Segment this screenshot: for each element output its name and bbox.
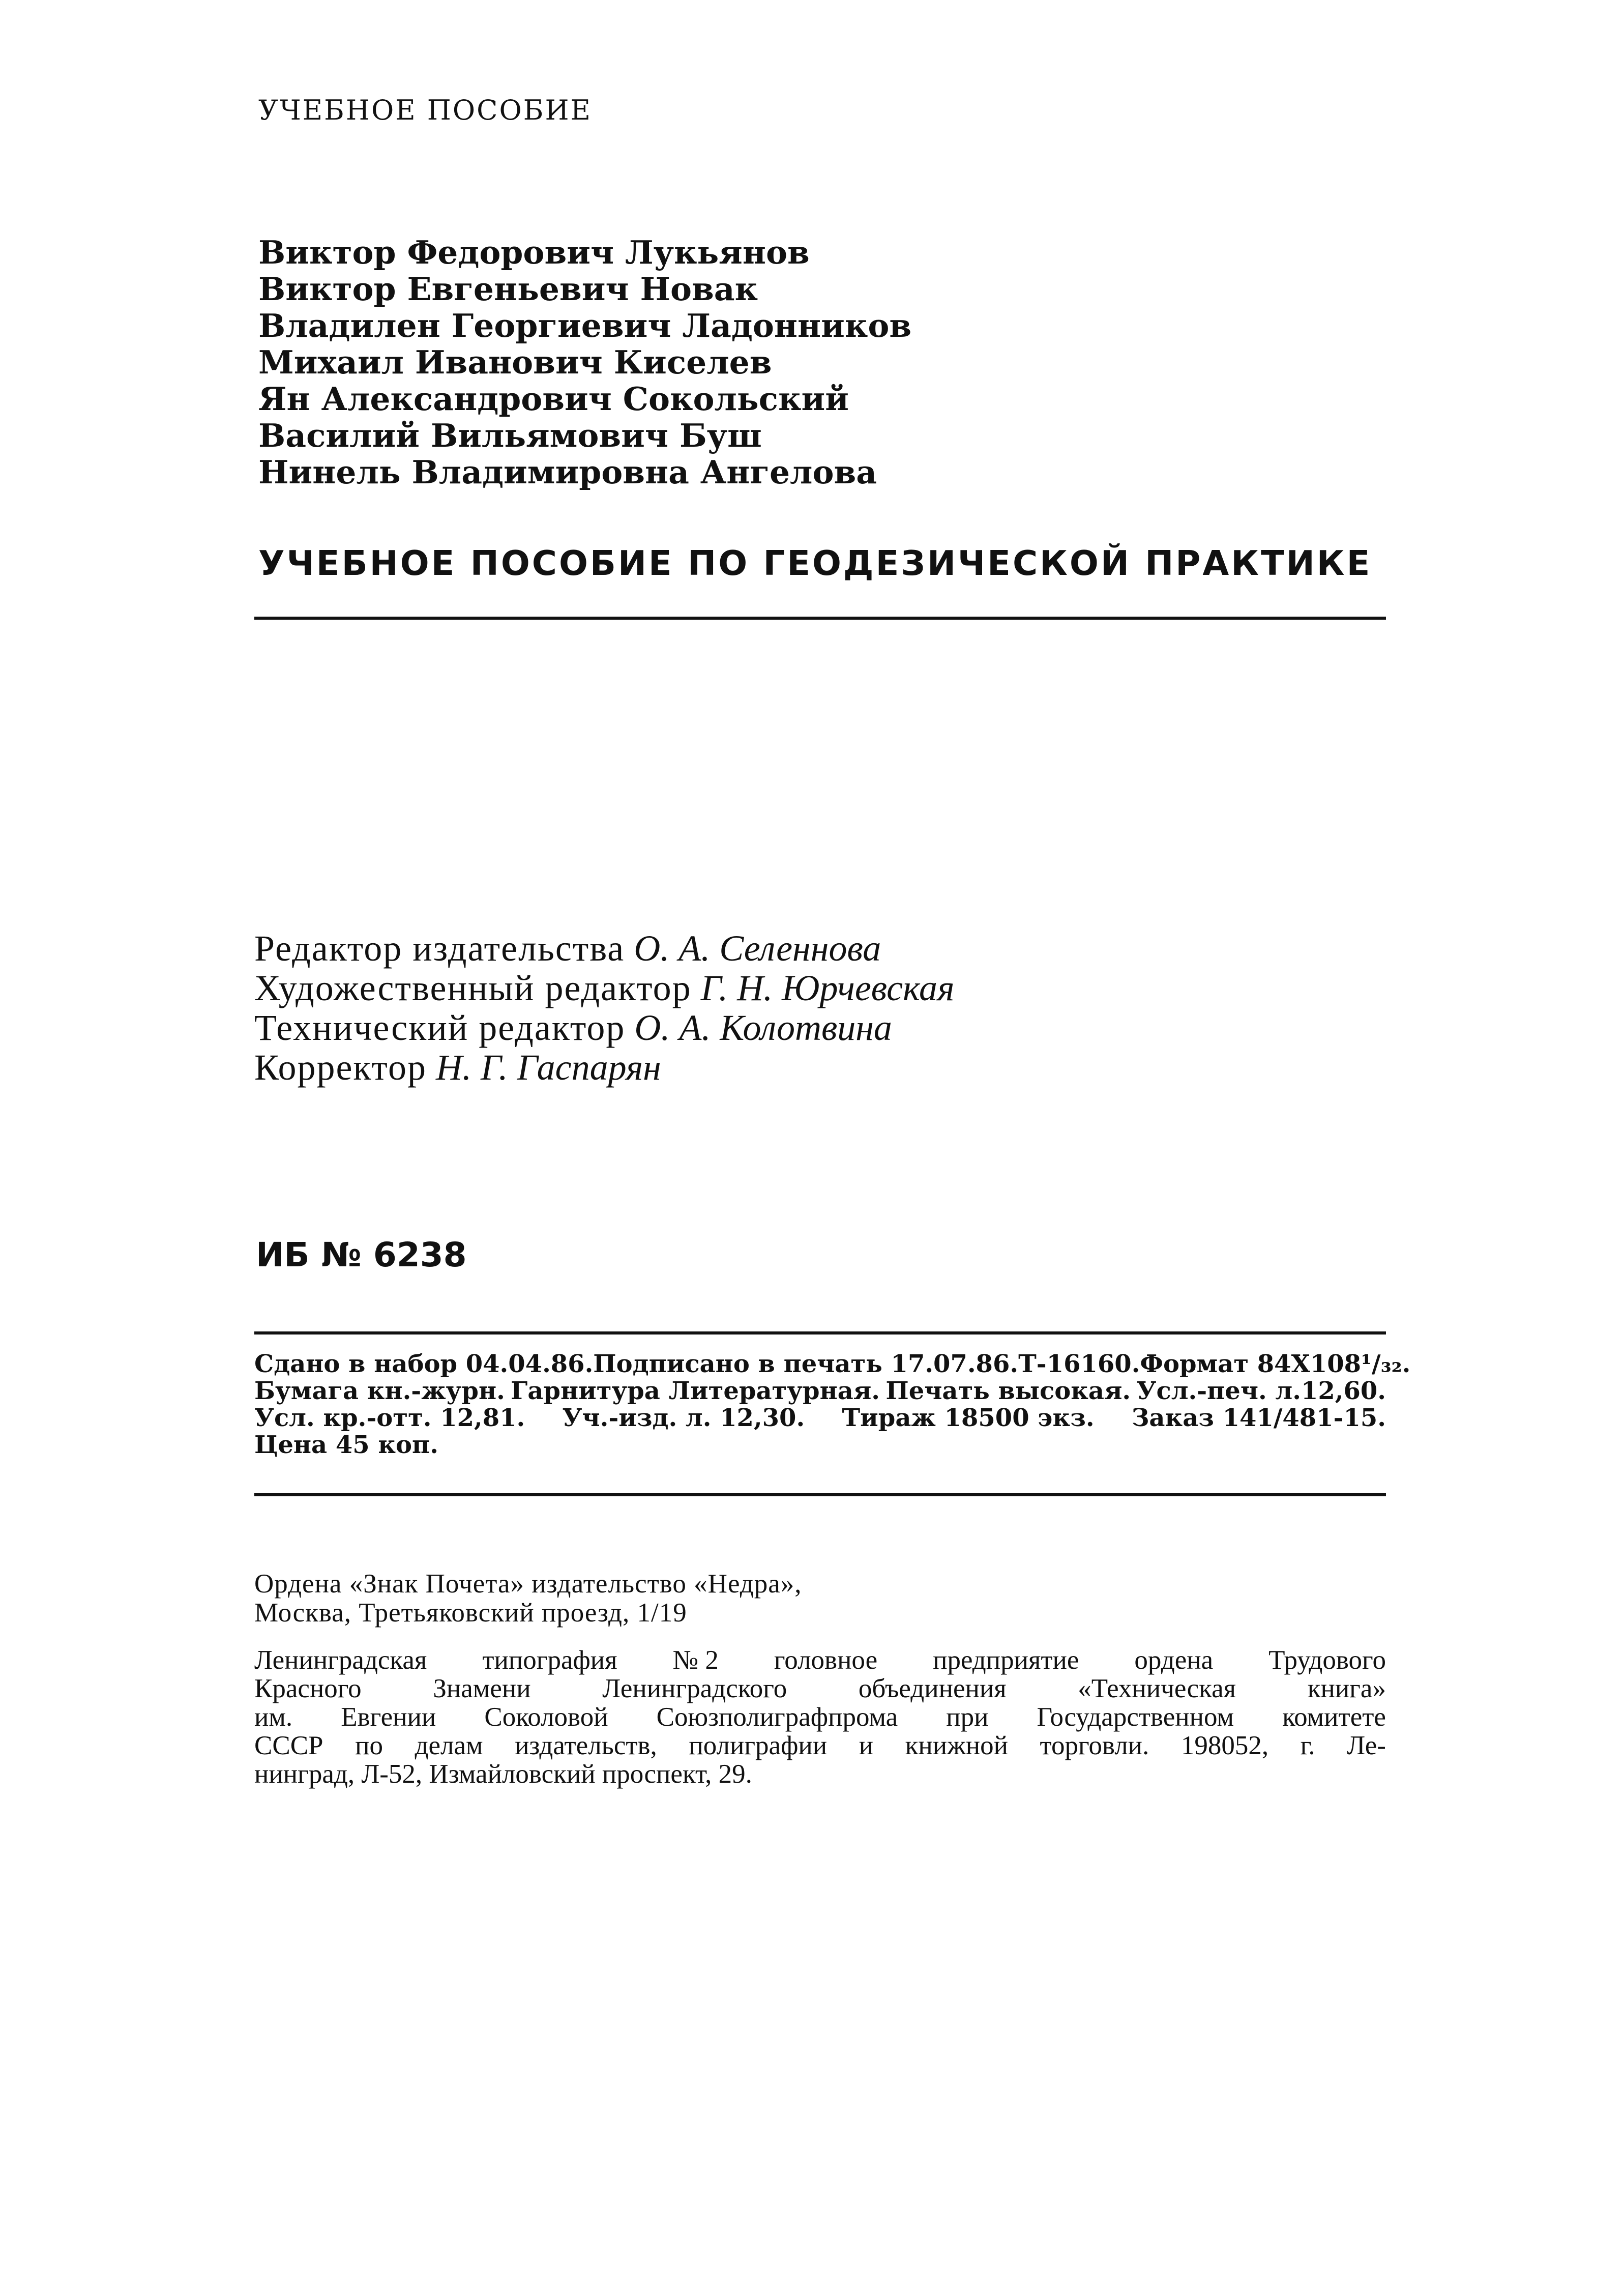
credit-row (254, 968, 954, 1008)
printer-word: им. (254, 1702, 293, 1732)
ib-number: ИБ № 6238 (256, 1235, 467, 1274)
author-name: Ян Александрович Сокольский (258, 380, 849, 418)
imprint-field: Уч.-изд. л. 12,30. (562, 1404, 805, 1432)
credit-person: О. А. Селеннова (634, 928, 881, 969)
book-type-label: УЧЕБНОЕ ПОСОБИЕ (258, 94, 592, 126)
imprint-field: Заказ 141/481-15. (1131, 1404, 1386, 1432)
printer-word: Ленинградского (602, 1674, 787, 1703)
credit-row (254, 1008, 954, 1048)
printer-word: издательств, (515, 1731, 657, 1760)
imprint-field: Усл.-печ. л.12,60. (1136, 1377, 1386, 1405)
printer-word: торговли. (1040, 1731, 1149, 1760)
printer-word: типография (482, 1645, 617, 1675)
credit-role: Корректор (254, 1047, 427, 1088)
imprint-field: Тираж 18500 экз. (842, 1404, 1095, 1432)
printer-word: № 2 (672, 1645, 719, 1675)
imprint-line (254, 1405, 1386, 1432)
printer-address: нинград, Л-52, Измайловский проспект, 29. (254, 1759, 752, 1789)
publisher-info (254, 1570, 802, 1628)
imprint-bottom-divider (254, 1493, 1386, 1496)
title-divider (254, 617, 1386, 620)
imprint-field: Гарнитура Литературная. (511, 1377, 880, 1405)
book-title: УЧЕБНОЕ ПОСОБИЕ ПО ГЕОДЕЗИЧЕСКОЙ ПРАКТИКЕ (258, 543, 1372, 583)
printer-word: Евгении (341, 1702, 436, 1732)
printer-word: полиграфии (689, 1731, 828, 1760)
printer-word: предприятие (933, 1645, 1079, 1675)
imprint-field: Т-16160. (1018, 1350, 1140, 1378)
printer-word: Государственном (1037, 1702, 1234, 1732)
printer-word: г. (1300, 1731, 1315, 1760)
publisher-address: Москва, Третьяковский проезд, 1/19 (254, 1598, 687, 1628)
printer-word: при (946, 1702, 989, 1732)
imprint-line (254, 1350, 1411, 1378)
printer-line (254, 1646, 1386, 1674)
printer-word: Ленинградская (254, 1645, 427, 1675)
printer-word: СССР (254, 1731, 323, 1760)
author-name: Виктор Евгеньевич Новак (258, 270, 758, 308)
author-name: Владилен Георгиевич Ладонников (258, 307, 912, 344)
printer-word: Соколовой (484, 1702, 608, 1732)
printer-word: делам (415, 1731, 483, 1760)
printer-word: «Техническая (1078, 1674, 1236, 1703)
printer-word: Союзполиграфпрома (656, 1702, 898, 1732)
credit-row (254, 1048, 954, 1087)
printing-details (254, 1350, 1411, 1459)
printer-word: объединения (858, 1674, 1007, 1703)
credit-role: Художественный редактор (254, 968, 692, 1008)
editorial-credits (254, 929, 954, 1087)
imprint-field: Сдано в набор 04.04.86. (254, 1350, 594, 1378)
imprint-field: Бумага кн.-журн. (254, 1377, 505, 1405)
author-name: Михаил Иванович Киселев (258, 343, 772, 381)
printer-line (254, 1731, 1386, 1760)
credit-role: Редактор издательства (254, 928, 625, 969)
printer-word: книга» (1307, 1674, 1386, 1703)
printer-word: Красного (254, 1674, 362, 1703)
printer-word: ордена (1134, 1645, 1214, 1675)
author-name: Виктор Федорович Лукьянов (258, 234, 810, 271)
printer-word: Ле- (1347, 1731, 1386, 1760)
printer-word: по (355, 1731, 383, 1760)
printer-line (254, 1703, 1386, 1731)
printer-word: головное (774, 1645, 878, 1675)
credit-row (254, 929, 954, 968)
printer-word: Трудового (1268, 1645, 1386, 1675)
imprint-top-divider (254, 1331, 1386, 1334)
printer-word: и (859, 1731, 874, 1760)
price-line: Цена 45 коп. (254, 1431, 438, 1459)
imprint-line (254, 1378, 1386, 1405)
printer-word: комитете (1282, 1702, 1386, 1732)
imprint-field: Усл. кр.-отт. 12,81. (254, 1404, 525, 1432)
printer-word: Знамени (433, 1674, 531, 1703)
author-name: Василий Вильямович Буш (258, 417, 762, 454)
credit-person: О. А. Колотвина (634, 1007, 892, 1048)
printer-word: 198052, (1180, 1731, 1269, 1760)
publisher-line: Ордена «Знак Почета» издательство «Недра», (254, 1569, 802, 1599)
credit-role: Технический редактор (254, 1007, 626, 1048)
author-list (258, 234, 911, 490)
imprint-field: Печать высокая. (885, 1377, 1131, 1405)
credit-person: Н. Г. Гаспарян (435, 1047, 661, 1088)
credit-person: Г. Н. Юрчевская (700, 968, 955, 1008)
author-name: Нинель Владимировна Ангелова (258, 453, 877, 491)
printer-word: книжной (905, 1731, 1008, 1760)
printer-line (254, 1674, 1386, 1703)
imprint-field: Формат 84Х108¹/₃₂. (1140, 1350, 1411, 1378)
imprint-field: Подписано в печать 17.07.86. (593, 1350, 1019, 1378)
printer-info (254, 1646, 1386, 1788)
